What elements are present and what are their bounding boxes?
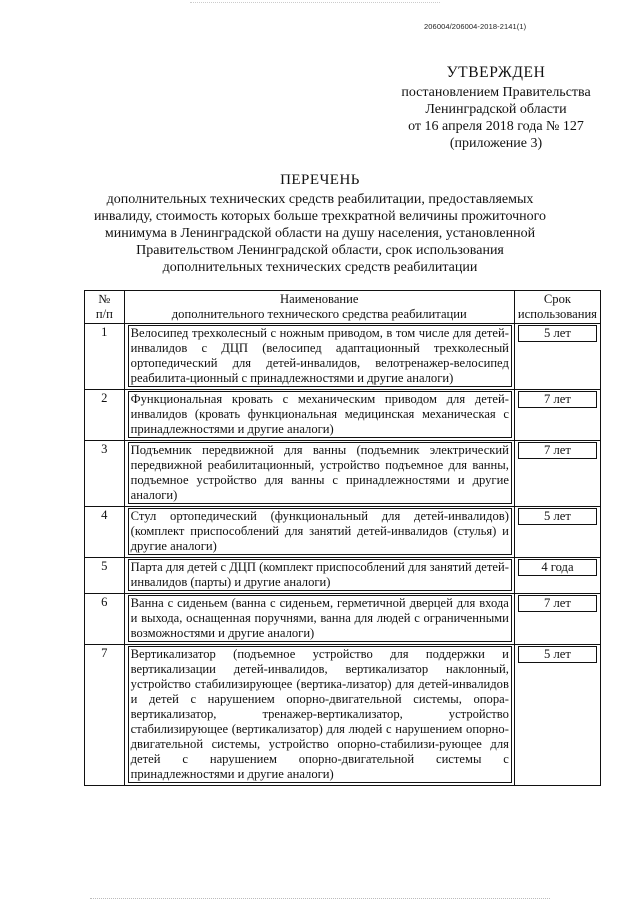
row-number: 3	[84, 440, 124, 506]
subtitle-line: минимума в Ленинградской области на душу населения, установленной	[104, 226, 536, 241]
row-name: Вертикализатор (подъемное устройство для поддержки и вертикализации детей-инвалидов, вертикализатор наклонный, устройство стабилизирующее (вертика-лизатор) для детей-инвалидов и детей с нарушением опорно-двигательной системы, опора-вертикализатор, тренажер-вертикализатор, устройство стабилизирующее (вертикализатор) для людей с нарушением опорно-двигательной системы, устройство опорно-стабилизи-рующее для детей с нарушением опорно-двигательной системы с принадлежностями и другие аналоги)	[128, 646, 512, 783]
subtitle-line: инвалиду, стоимость которых больше трехкратной величины прожиточного	[93, 209, 547, 224]
scan-artifact-bottom	[90, 898, 550, 902]
subtitle-line: дополнительных технических средств реабилитации, предоставляемых	[106, 192, 534, 207]
approval-heading: УТВЕРЖДЕН	[446, 64, 546, 81]
scan-artifact-top	[190, 2, 440, 5]
row-number: 5	[84, 557, 124, 593]
row-term: 5 лет	[518, 646, 597, 663]
approval-line: постановлением Правительства	[401, 85, 591, 100]
row-term: 7 лет	[518, 595, 597, 612]
row-name-cell	[124, 389, 514, 440]
row-name-cell	[124, 506, 514, 557]
row-term: 7 лет	[518, 391, 597, 408]
table-row	[84, 557, 601, 593]
row-term-cell	[514, 440, 601, 506]
row-name-cell	[124, 440, 514, 506]
approval-line: (приложение 3)	[449, 136, 543, 151]
row-number: 1	[84, 323, 124, 389]
row-name-cell	[124, 323, 514, 389]
row-name: Парта для детей с ДЦП (комплект приспособлений для занятий детей-инвалидов (парты) и другие аналоги)	[128, 559, 512, 591]
row-term-cell	[514, 389, 601, 440]
row-name: Ванна с сиденьем (ванна с сиденьем, герметичной дверцей для входа и выхода, оснащенная поручнями, ванна для людей с ограниченными возможностями и другие аналоги)	[128, 595, 512, 642]
row-name: Функциональная кровать с механическим приводом для детей-инвалидов (кровать функциональная медицинская механическая с принадлежностями и другие аналоги)	[128, 391, 512, 438]
row-name-cell	[124, 593, 514, 644]
row-number: 7	[84, 644, 124, 786]
row-number: 6	[84, 593, 124, 644]
header-num: № п/п	[84, 290, 124, 323]
document-title: ПЕРЕЧЕНЬ	[280, 172, 360, 188]
row-term: 5 лет	[518, 508, 597, 525]
table-row	[84, 593, 601, 644]
table-row	[84, 506, 601, 557]
row-term-cell	[514, 506, 601, 557]
row-name: Стул ортопедический (функциональный для детей-инвалидов) (комплект приспособлений для занятий детей-инвалидов (стулья) и другие аналоги)	[128, 508, 512, 555]
table-row	[84, 644, 601, 786]
row-term: 7 лет	[518, 442, 597, 459]
row-term-cell	[514, 557, 601, 593]
approval-line: от 16 апреля 2018 года № 127	[408, 119, 584, 134]
table-header-row	[84, 290, 601, 323]
row-term-cell	[514, 644, 601, 786]
row-name-cell	[124, 557, 514, 593]
table-row	[84, 440, 601, 506]
table-row	[84, 389, 601, 440]
document-title-block	[82, 172, 558, 276]
row-name-cell	[124, 644, 514, 786]
rehab-means-table	[84, 290, 601, 786]
row-number: 4	[84, 506, 124, 557]
row-term: 4 года	[518, 559, 597, 576]
row-name: Подъемник передвижной для ванны (подъемник электрический передвижной реабилитационный, устройство подъемное для ванны, подъемное устройство для ванны с принадлежностями и другие аналоги)	[128, 442, 512, 504]
approval-line: Ленинградской области	[425, 102, 567, 117]
table-row	[84, 323, 601, 389]
row-number: 2	[84, 389, 124, 440]
document-id: 206004/206004-2018-2141(1)	[424, 22, 527, 31]
row-term: 5 лет	[518, 325, 597, 342]
approval-stamp	[378, 64, 614, 152]
subtitle-line: дополнительных технических средств реабилитации	[162, 260, 478, 275]
header-term: Срок использования	[514, 290, 601, 323]
subtitle-line: Правительством Ленинградской области, срок использования	[136, 243, 504, 258]
header-name: Наименование дополнительного технического средства реабилитации	[124, 290, 514, 323]
row-term-cell	[514, 593, 601, 644]
row-name: Велосипед трехколесный с ножным приводом, в том числе для детей-инвалидов с ДЦП (велосипед адаптационный трехколесный ортопедический для детей-инвалидов, велотренажер-велосипед реабилита-ционный с принадлежностями и другие аналоги)	[128, 325, 512, 387]
row-term-cell	[514, 323, 601, 389]
